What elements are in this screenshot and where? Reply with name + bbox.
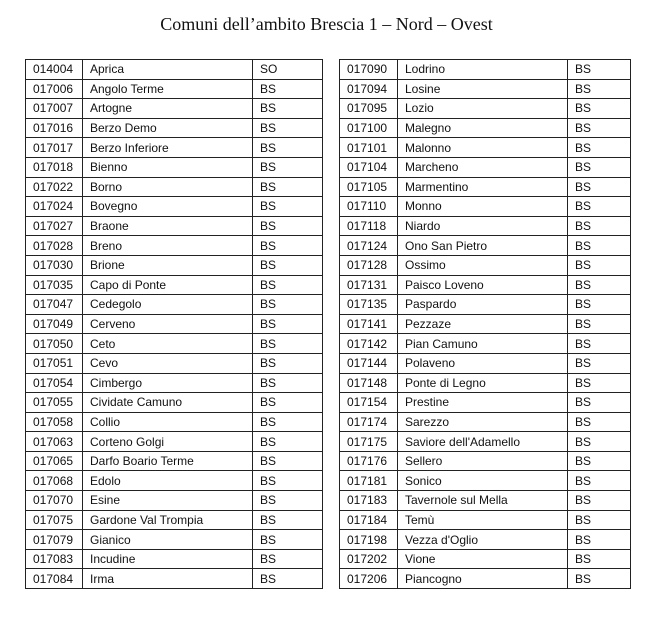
istat-code-cell: 017124 (340, 236, 398, 256)
table-row (340, 471, 631, 491)
municipality-name-cell: Breno (83, 236, 253, 256)
province-cell: BS (568, 197, 631, 217)
istat-code-cell: 017128 (340, 255, 398, 275)
istat-code-cell: 014004 (26, 60, 83, 80)
istat-code-cell: 017100 (340, 118, 398, 138)
municipality-name-cell: Lodrino (398, 60, 568, 80)
istat-code-cell: 017063 (26, 432, 83, 452)
province-cell: BS (568, 255, 631, 275)
table-row (26, 530, 323, 550)
province-cell: BS (568, 334, 631, 354)
province-cell: BS (253, 177, 323, 197)
table-row (340, 451, 631, 471)
municipality-name-cell: Cedegolo (83, 295, 253, 315)
table-row (26, 118, 323, 138)
table-row (26, 334, 323, 354)
istat-code-cell: 017181 (340, 471, 398, 491)
table-row (26, 60, 323, 80)
municipality-name-cell: Gianico (83, 530, 253, 550)
municipality-name-cell: Paisco Loveno (398, 275, 568, 295)
table-row (340, 99, 631, 119)
province-cell: BS (253, 451, 323, 471)
municipality-name-cell: Berzo Demo (83, 118, 253, 138)
province-cell: BS (568, 412, 631, 432)
istat-code-cell: 017049 (26, 314, 83, 334)
table-row (26, 138, 323, 158)
istat-code-cell: 017027 (26, 216, 83, 236)
province-cell: BS (253, 118, 323, 138)
province-cell: BS (253, 569, 323, 589)
table-row (340, 530, 631, 550)
istat-code-cell: 017175 (340, 432, 398, 452)
municipality-name-cell: Malonno (398, 138, 568, 158)
province-cell: BS (568, 353, 631, 373)
province-cell: BS (253, 432, 323, 452)
province-cell: BS (568, 79, 631, 99)
municipality-name-cell: Capo di Ponte (83, 275, 253, 295)
istat-code-cell: 017135 (340, 295, 398, 315)
table-row (26, 393, 323, 413)
table-row (340, 138, 631, 158)
province-cell: BS (253, 491, 323, 511)
municipality-name-cell: Darfo Boario Terme (83, 451, 253, 471)
istat-code-cell: 017095 (340, 99, 398, 119)
istat-code-cell: 017184 (340, 510, 398, 530)
municipality-name-cell: Ponte di Legno (398, 373, 568, 393)
province-cell: BS (568, 118, 631, 138)
table-row (340, 393, 631, 413)
province-cell: BS (253, 295, 323, 315)
table-row (340, 177, 631, 197)
table-row (340, 216, 631, 236)
table-row (340, 432, 631, 452)
istat-code-cell: 017055 (26, 393, 83, 413)
istat-code-cell: 017094 (340, 79, 398, 99)
province-cell: BS (253, 314, 323, 334)
table-row (340, 236, 631, 256)
municipality-name-cell: Bienno (83, 157, 253, 177)
municipality-name-cell: Saviore dell'Adamello (398, 432, 568, 452)
province-cell: BS (253, 79, 323, 99)
istat-code-cell: 017051 (26, 353, 83, 373)
istat-code-cell: 017198 (340, 530, 398, 550)
province-cell: BS (253, 236, 323, 256)
table-row (340, 79, 631, 99)
province-cell: BS (568, 471, 631, 491)
istat-code-cell: 017007 (26, 99, 83, 119)
istat-code-cell: 017148 (340, 373, 398, 393)
municipality-name-cell: Tavernole sul Mella (398, 491, 568, 511)
province-cell: BS (253, 549, 323, 569)
table-row (26, 549, 323, 569)
table-row (340, 118, 631, 138)
istat-code-cell: 017028 (26, 236, 83, 256)
municipality-name-cell: Corteno Golgi (83, 432, 253, 452)
province-cell: BS (568, 314, 631, 334)
municipality-name-cell: Braone (83, 216, 253, 236)
municipality-name-cell: Angolo Terme (83, 79, 253, 99)
istat-code-cell: 017065 (26, 451, 83, 471)
province-cell: BS (253, 157, 323, 177)
istat-code-cell: 017118 (340, 216, 398, 236)
table-row (26, 275, 323, 295)
table-row (26, 471, 323, 491)
municipality-name-cell: Prestine (398, 393, 568, 413)
province-cell: BS (568, 569, 631, 589)
table-row (340, 491, 631, 511)
istat-code-cell: 017075 (26, 510, 83, 530)
province-cell: BS (568, 451, 631, 471)
municipality-name-cell: Losine (398, 79, 568, 99)
province-cell: BS (253, 393, 323, 413)
table-row (26, 197, 323, 217)
municipality-name-cell: Irma (83, 569, 253, 589)
istat-code-cell: 017183 (340, 491, 398, 511)
municipality-name-cell: Ceto (83, 334, 253, 354)
istat-code-cell: 017079 (26, 530, 83, 550)
municipality-name-cell: Piancogno (398, 569, 568, 589)
municipality-name-cell: Vezza d'Oglio (398, 530, 568, 550)
table-row (340, 510, 631, 530)
istat-code-cell: 017047 (26, 295, 83, 315)
istat-code-cell: 017006 (26, 79, 83, 99)
istat-code-cell: 017090 (340, 60, 398, 80)
municipality-name-cell: Incudine (83, 549, 253, 569)
municipality-name-cell: Malegno (398, 118, 568, 138)
municipality-name-cell: Marmentino (398, 177, 568, 197)
province-cell: BS (253, 412, 323, 432)
table-row (26, 373, 323, 393)
table-row (340, 255, 631, 275)
page-title: Comuni dell’ambito Brescia 1 – Nord – Ovest (160, 14, 493, 34)
province-cell: BS (253, 334, 323, 354)
municipality-name-cell: Artogne (83, 99, 253, 119)
municipality-name-cell: Polaveno (398, 353, 568, 373)
table-row (26, 491, 323, 511)
istat-code-cell: 017017 (26, 138, 83, 158)
table-row (26, 79, 323, 99)
province-cell: BS (568, 236, 631, 256)
province-cell: BS (568, 393, 631, 413)
province-cell: BS (568, 216, 631, 236)
province-cell: BS (253, 216, 323, 236)
table-row (26, 236, 323, 256)
table-row (26, 314, 323, 334)
municipality-name-cell: Paspardo (398, 295, 568, 315)
province-cell: SO (253, 60, 323, 80)
table-row (26, 353, 323, 373)
istat-code-cell: 017105 (340, 177, 398, 197)
istat-code-cell: 017068 (26, 471, 83, 491)
table-row (340, 334, 631, 354)
province-cell: BS (253, 255, 323, 275)
province-cell: BS (568, 432, 631, 452)
istat-code-cell: 017016 (26, 118, 83, 138)
province-cell: BS (568, 99, 631, 119)
istat-code-cell: 017142 (340, 334, 398, 354)
municipality-name-cell: Pezzaze (398, 314, 568, 334)
istat-code-cell: 017131 (340, 275, 398, 295)
municipalities-table-right (339, 59, 631, 589)
municipality-name-cell: Cerveno (83, 314, 253, 334)
table-row (340, 353, 631, 373)
municipality-name-cell: Monno (398, 197, 568, 217)
table-row (26, 99, 323, 119)
table-row (26, 451, 323, 471)
table-row (340, 569, 631, 589)
municipality-name-cell: Gardone Val Trompia (83, 510, 253, 530)
table-row (26, 412, 323, 432)
province-cell: BS (253, 373, 323, 393)
istat-code-cell: 017110 (340, 197, 398, 217)
municipality-name-cell: Collio (83, 412, 253, 432)
istat-code-cell: 017154 (340, 393, 398, 413)
table-row (340, 295, 631, 315)
istat-code-cell: 017144 (340, 353, 398, 373)
municipality-name-cell: Vione (398, 549, 568, 569)
province-cell: BS (253, 275, 323, 295)
table-row (340, 373, 631, 393)
municipality-name-cell: Lozio (398, 99, 568, 119)
municipality-name-cell: Temù (398, 510, 568, 530)
province-cell: BS (253, 353, 323, 373)
municipality-name-cell: Marcheno (398, 157, 568, 177)
municipality-name-cell: Cimbergo (83, 373, 253, 393)
table-row (26, 295, 323, 315)
istat-code-cell: 017018 (26, 157, 83, 177)
province-cell: BS (253, 510, 323, 530)
istat-code-cell: 017083 (26, 549, 83, 569)
table-row (340, 157, 631, 177)
table-row (26, 177, 323, 197)
municipality-name-cell: Pian Camuno (398, 334, 568, 354)
table-row (340, 412, 631, 432)
municipalities-table-left (25, 59, 323, 589)
province-cell: BS (253, 530, 323, 550)
table-row (26, 255, 323, 275)
istat-code-cell: 017030 (26, 255, 83, 275)
table-row (26, 510, 323, 530)
istat-code-cell: 017174 (340, 412, 398, 432)
province-cell: BS (568, 530, 631, 550)
province-cell: BS (568, 295, 631, 315)
province-cell: BS (253, 197, 323, 217)
province-cell: BS (568, 60, 631, 80)
municipality-name-cell: Ossimo (398, 255, 568, 275)
province-cell: BS (253, 471, 323, 491)
province-cell: BS (568, 157, 631, 177)
table-row (26, 157, 323, 177)
istat-code-cell: 017141 (340, 314, 398, 334)
municipality-name-cell: Cevo (83, 353, 253, 373)
istat-code-cell: 017054 (26, 373, 83, 393)
province-cell: BS (568, 510, 631, 530)
province-cell: BS (568, 138, 631, 158)
table-row (26, 216, 323, 236)
istat-code-cell: 017206 (340, 569, 398, 589)
municipality-name-cell: Niardo (398, 216, 568, 236)
province-cell: BS (568, 549, 631, 569)
municipality-name-cell: Esine (83, 491, 253, 511)
istat-code-cell: 017058 (26, 412, 83, 432)
province-cell: BS (568, 373, 631, 393)
municipality-name-cell: Ono San Pietro (398, 236, 568, 256)
istat-code-cell: 017022 (26, 177, 83, 197)
province-cell: BS (568, 491, 631, 511)
istat-code-cell: 017104 (340, 157, 398, 177)
istat-code-cell: 017050 (26, 334, 83, 354)
table-row (26, 569, 323, 589)
province-cell: BS (253, 138, 323, 158)
istat-code-cell: 017176 (340, 451, 398, 471)
table-row (340, 549, 631, 569)
province-cell: BS (568, 177, 631, 197)
municipality-name-cell: Sonico (398, 471, 568, 491)
istat-code-cell: 017070 (26, 491, 83, 511)
istat-code-cell: 017035 (26, 275, 83, 295)
table-row (340, 314, 631, 334)
municipality-name-cell: Borno (83, 177, 253, 197)
istat-code-cell: 017084 (26, 569, 83, 589)
municipality-name-cell: Cividate Camuno (83, 393, 253, 413)
table-row (340, 60, 631, 80)
municipality-name-cell: Sarezzo (398, 412, 568, 432)
istat-code-cell: 017202 (340, 549, 398, 569)
municipality-name-cell: Bovegno (83, 197, 253, 217)
istat-code-cell: 017024 (26, 197, 83, 217)
municipality-name-cell: Aprica (83, 60, 253, 80)
table-row (340, 275, 631, 295)
table-row (26, 432, 323, 452)
province-cell: BS (253, 99, 323, 119)
municipality-name-cell: Brione (83, 255, 253, 275)
municipality-name-cell: Sellero (398, 451, 568, 471)
table-row (340, 197, 631, 217)
istat-code-cell: 017101 (340, 138, 398, 158)
municipality-name-cell: Berzo Inferiore (83, 138, 253, 158)
municipality-name-cell: Edolo (83, 471, 253, 491)
province-cell: BS (568, 275, 631, 295)
